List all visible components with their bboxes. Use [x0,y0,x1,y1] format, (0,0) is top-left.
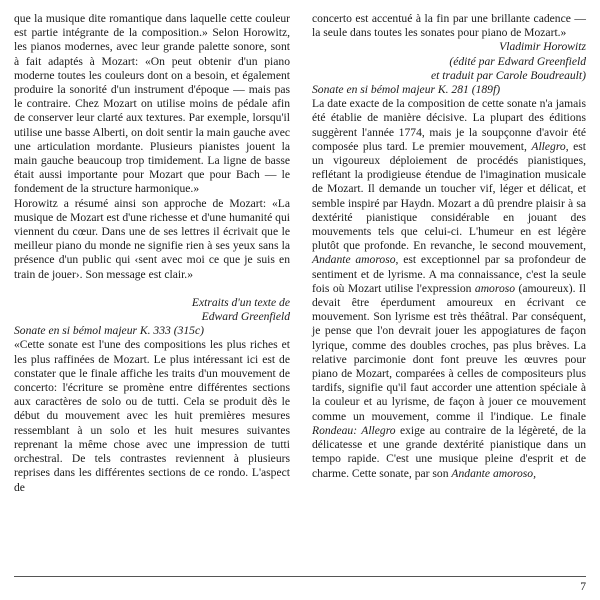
right-signature-editor: (édité par Edward Greenfield [449,54,586,68]
right-column [312,12,586,481]
right-p2-andante-2: Andante amoroso, [451,466,536,480]
left-column [14,12,290,495]
right-p2-andante: Andante amoroso [312,253,396,267]
left-signature [14,296,290,324]
right-signature-author: Vladimir Horowitz [499,40,586,54]
left-paragraph-2: Horowitz a résumé ainsi son approche de Mozart: «La musique de Mozart est d'une richesse et d'une humanité qui viennent du cœur. Dans une de ses lettres il écrivait que le meilleur piano du monde ne signifie rien à ses yeux sans la présence d'un public qui ‹sent avec moi ce que je suis en train de jouer›. Son message est clair.» [14,196,290,281]
right-p2-part-c: , est exceptionnel par sa profondeur de sentiment et de lyrisme. A ma connaissance, c'est la seule fois où Mozart utilise l'expression [312,253,586,295]
left-section-title: Sonate en si bémol majeur K. 333 (315c) [14,324,204,338]
left-signature-line-2: Edward Greenfield [201,310,290,324]
right-paragraph-2 [312,97,586,480]
right-p2-part-d: (amoureux). Il devait être éperdument amoureux en écrivant ce mouvement. Son lyrisme est très théâtral. Par conséquent, je pense que l'on devrait jouer les appogiatures de façon lyrique, comme des doubles croches, pas plus brèves. La relative parcimonie dont font preuve les œuvres pour piano de Mozart, comparées à celles de compositeurs plus tardifs, signifie qu'il faut accorder une attention spéciale à la couleur et au lyrisme, de façon à jouer ce mouvement comme un mouvement, comme il l'indique. Le finale [312,281,586,423]
right-section-title: Sonate en si bémol majeur K. 281 (189f) [312,83,501,97]
page-number: 7 [580,580,586,593]
right-p2-allegro: Allegro [531,139,566,153]
left-paragraph-3: «Cette sonate est l'une des compositions les plus riches et les plus raffinées de Mozart. Le plus intéressant ici est de constater que le finale affiche les traits d'un mouvement de concerto: l'écriture se promène entre différentes sections aux caractères de solo ou de tutti. Cela se produit dès le début du mouvement avec les huit premières mesures ressemblant à un solo et les huit mesures suivantes reprenant la même chose avec une impression de tutti orchestral. De tels contrastes reviennent à plusieurs reprises dans les différentes sections de ce rondo. L'aspect de [14,338,290,494]
left-paragraph-1: que la musique dite romantique dans laquelle cette couleur est partie intégrante de la composition.» Selon Horowitz, les pianos modernes, avec leur grande palette sonore, sont à fait adaptés à Mozart: «On peut obtenir d'un piano moderne toutes les couleurs dont on a besoin, et également produire la sonorité d'un instrument d'époque — mais pas le contraire. Chez Mozart on utilise moins de pédale afin de conserver leur clarté aux textures. Par exemple, lorsqu'il utilise une basse Alberti, on doit sentir la main gauche avec une articulation mordante. Plusieurs pianistes jouent la main gauche beaucoup trop timidement. La ligne de basse était aussi importante pour Mozart que pour Bach — le fondement de la structure harmonique.» [14,12,290,196]
right-p2-amoroso: amoroso [474,281,516,295]
left-signature-line-1: Extraits d'un texte de [191,295,290,309]
right-p2-rondeau: Rondeau: Allegro [312,423,396,437]
right-signature-translator: et traduit par Carole Boudreault) [430,68,586,82]
footer-rule [14,576,586,577]
right-p2-part-b: , est un vigoureux déploiement de procédés pianistiques, reflétant la prodigieuse étendue de l'imagination musicale de Mozart. Il demande un toucher vif, léger et délicat, et semble inspiré par Haydn. Mozart a dû prendre plaisir à sa dextérité pianistique considérable en jouant des mouvements tels que celui-ci. L'humeur en est légère plutôt que profonde. En revanche, le second mouvement, [312,139,586,253]
right-paragraph-1: concerto est accentué à la fin par une brillante cadence — la seule dans toutes les sonates pour piano de Mozart.» [312,12,586,40]
right-p2-part-e: exige au contraire de la légèreté, de la délicatesse et une grande dextérité pianistique dans un tempo rapide. C'est une musique pleine d'esprit et de charme. Cette sonate, par son [312,423,587,480]
right-p2-part-a: La date exacte de la composition de cette sonate n'a jamais été établie de manière décisive. La plupart des éditions suggèrent l'année 1774, mais je la soupçonne d'avoir été composée plus tard. Le premier mouvement, [312,97,586,153]
